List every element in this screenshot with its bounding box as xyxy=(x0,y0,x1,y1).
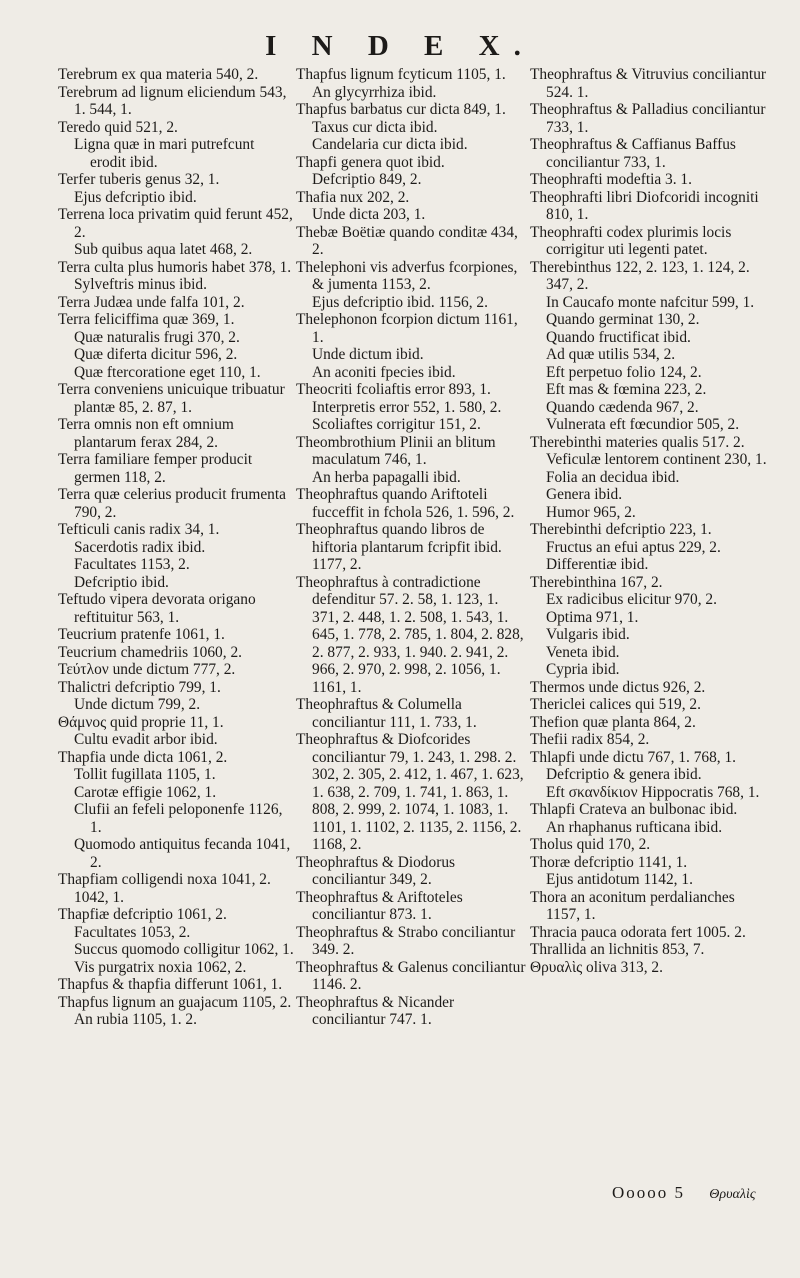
index-entry: Terra quæ celerius producit frumenta 790, 2. xyxy=(58,486,286,521)
index-entry: Thefii radix 854, 2. xyxy=(530,731,650,748)
index-subentry: Vis purgatrix noxia 1062, 2. xyxy=(74,958,247,976)
index-entry: Thefion quæ planta 864, 2. xyxy=(530,713,696,731)
index-entry: Therebinthina 167, 2. xyxy=(530,573,663,591)
index-subentry: An rhaphanus rufticana ibid. xyxy=(546,818,723,836)
index-subentry: Ejus antidotum 1142, 1. xyxy=(546,871,693,888)
index-subentry: Eft perpetuo folio 124, 2. xyxy=(546,363,702,381)
index-subentry: An rubia 1105, 1. 2. xyxy=(74,1011,197,1028)
index-entry: Terebrum ex qua materia 540, 2. xyxy=(58,66,259,83)
index-subentry: Quando fructificat ibid. xyxy=(546,328,691,346)
index-subentry: Quando cædenda 967, 2. xyxy=(546,398,699,416)
index-subentry: Ex radicibus elicitur 970, 2. xyxy=(546,591,717,608)
index-subentry: Ligna quæ in mari putrefcunt erodit ibid. xyxy=(74,136,255,171)
index-entry: Theophraftus & Columella conciliantur 111, 1. 733, 1. xyxy=(296,696,477,731)
index-subentry: Sacerdotis radix ibid. xyxy=(74,538,206,556)
index-entry: Thora an aconitum perdalianches 1157, 1. xyxy=(530,888,735,923)
index-entry: Terrena loca privatim quid ferunt 452, 2. xyxy=(58,206,293,241)
index-subentry: Defcriptio ibid. xyxy=(74,573,169,591)
index-entry: Theophraftus & Caffianus Baffus conciliantur 733, 1. xyxy=(530,136,736,171)
index-entry: Teftudo vipera devorata origano reftituitur 563, 1. xyxy=(58,591,256,626)
index-entry: Theophraftus quando Ariftoteli fucceffit in fchola 526, 1. 596, 2. xyxy=(296,486,515,521)
index-entry: Thapfi genera quot ibid. xyxy=(296,153,445,171)
index-entry: Θάμνος quid proprie 11, 1. xyxy=(58,713,224,731)
index-entry: Theophraftus & Diofcorides conciliantur 79, 1. 243, 1. 298. 2. 302, 2. 305, 2. 412, 1. 467, 1. 623, 1. 638, 2. 709, 1. 741, 1. 863, 1. 808, 2. 999, 2. 1074, 1. 1083, 1. 1101, 1. 1102, 2. 1135, 2. 1156, 2. 1168, 2. xyxy=(296,731,524,853)
index-entry: Thelephonon fcorpion dictum 1161, 1. xyxy=(296,311,518,346)
index-entry: Teredo quid 521, 2. xyxy=(58,118,178,136)
index-subentry: Quando germinat 130, 2. xyxy=(546,311,700,328)
index-entry: Theocriti fcoliaftis error 893, 1. xyxy=(296,381,491,398)
index-subentry: Eft σκανδίκιον Hippocratis 768, 1. xyxy=(546,783,760,801)
index-subentry: Fructus an efui aptus 229, 2. xyxy=(546,538,721,556)
index-subentry: Unde dicta 203, 1. xyxy=(312,206,426,223)
index-subentry: Unde dictum ibid. xyxy=(312,346,424,363)
catchword: Θρυαλὶς xyxy=(709,1187,756,1202)
index-subentry: Candelaria cur dicta ibid. xyxy=(312,136,468,153)
index-entry: Thapfia unde dicta 1061, 2. xyxy=(58,748,228,766)
index-entry: Tholus quid 170, 2. xyxy=(530,836,651,853)
index-entry: Theophrafti modeftia 3. 1. xyxy=(530,171,692,188)
index-subentry: Folia an decidua ibid. xyxy=(546,468,680,486)
index-subentry: Ejus defcriptio ibid. 1156, 2. xyxy=(312,293,488,311)
index-subentry: Interpretis error 552, 1. 580, 2. xyxy=(312,398,502,416)
index-entry: Teucrium chamedriis 1060, 2. xyxy=(58,643,242,661)
page-footer xyxy=(612,1183,756,1203)
index-subentry: Quæ ftercoratione eget 110, 1. xyxy=(74,363,261,381)
index-subentry: Quæ naturalis frugi 370, 2. xyxy=(74,328,240,346)
index-entry: Theophraftus & Ariftoteles conciliantur 873. 1. xyxy=(296,888,463,923)
index-subentry: Scoliaftes corrigitur 151, 2. xyxy=(312,416,481,433)
index-subentry: Quomodo antiquitus fecanda 1041, 2. xyxy=(74,836,291,871)
index-subentry: Tollit fugillata 1105, 1. xyxy=(74,766,216,783)
index-entry: Therebinthus 122, 2. 123, 1. 124, 2. 347, 2. xyxy=(530,258,750,293)
index-entry: Theophrafti codex plurimis locis corrigitur uti legenti patet. xyxy=(530,223,732,258)
index-subentry: An herba papagalli ibid. xyxy=(312,468,461,486)
index-entry: Terebrum ad lignum eliciendum 543, 1. 544, 1. xyxy=(58,83,287,118)
index-subentry: In Caucafo monte nafcitur 599, 1. xyxy=(546,293,755,311)
index-subentry: An glycyrrhiza ibid. xyxy=(312,83,437,101)
index-entry: Thalictri defcriptio 799, 1. xyxy=(58,678,221,696)
index-subentry: Facultates 1153, 2. xyxy=(74,556,190,573)
index-entry: Thapfus lignum fcyticum 1105, 1. xyxy=(296,66,506,83)
index-entry: Theophraftus & Diodorus conciliantur 349, 2. xyxy=(296,853,456,888)
index-subentry: Veneta ibid. xyxy=(546,643,620,661)
index-subentry: Unde dictum 799, 2. xyxy=(74,696,201,713)
index-entry: Theophraftus & Vitruvius conciliantur 524. 1. xyxy=(530,66,767,101)
index-subentry: An aconiti fpecies ibid. xyxy=(312,363,456,381)
index-entry: Theophraftus & Strabo conciliantur 349. 2. xyxy=(296,923,516,958)
page-title: I N D E X. xyxy=(265,30,535,62)
index-entry: Terra culta plus humoris habet 378, 1. xyxy=(58,258,292,276)
index-entry: Terra conveniens unicuique tribuatur plantæ 85, 2. 87, 1. xyxy=(58,381,285,416)
index-subentry: Cypria ibid. xyxy=(546,661,620,678)
index-subentry: Cultu evadit arbor ibid. xyxy=(74,731,218,748)
index-entry: Thlapfi Crateva an bulbonac ibid. xyxy=(530,801,738,818)
index-entry: Theophraftus & Palladius conciliantur 733, 1. xyxy=(530,101,766,136)
index-subentry: Vulnerata eft fœcundior 505, 2. xyxy=(546,416,740,433)
index-subentry: Sylveftris minus ibid. xyxy=(74,276,207,293)
index-entry: Thapfus lignum an guajacum 1105, 2. xyxy=(58,993,292,1011)
index-entry: Thapfiæ defcriptio 1061, 2. xyxy=(58,906,227,923)
index-subentry: Quæ diferta dicitur 596, 2. xyxy=(74,346,238,363)
index-entry: Terra feliciffima quæ 369, 1. xyxy=(58,311,235,328)
index-subentry: Clufii an fefeli peloponenfe 1126, 1. xyxy=(74,801,283,836)
index-entry: Thracia pauca odorata fert 1005. 2. xyxy=(530,923,746,941)
index-entry: Thapfus & thapfia differunt 1061, 1. xyxy=(58,976,283,993)
index-entry: Thebæ Boëtiæ quando conditæ 434, 2. xyxy=(296,223,518,258)
index-subentry: Humor 965, 2. xyxy=(546,503,636,521)
index-entry: Thoræ defcriptio 1141, 1. xyxy=(530,853,688,871)
index-entry: Terra familiare femper producit germen 118, 2. xyxy=(58,451,253,486)
index-entry: Theophrafti libri Diofcoridi incogniti 810, 1. xyxy=(530,188,759,223)
index-column-1 xyxy=(58,66,294,1029)
index-entry: Therebinthi materies qualis 517. 2. xyxy=(530,433,745,451)
index-column-3 xyxy=(530,66,768,976)
index-subentry: Ejus defcriptio ibid. xyxy=(74,188,197,206)
index-subentry: Succus quomodo colligitur 1062, 1. xyxy=(74,941,294,958)
index-entry: Thermos unde dictus 926, 2. xyxy=(530,678,706,696)
index-entry: Thapfus barbatus cur dicta 849, 1. xyxy=(296,101,506,118)
index-entry: Theophraftus quando libros de hiftoria plantarum fcripfit ibid. 1177, 2. xyxy=(296,521,502,573)
index-subentry: Sub quibus aqua latet 468, 2. xyxy=(74,241,253,258)
index-subentry: Eft mas & fœmina 223, 2. xyxy=(546,381,707,398)
index-entry: Tefticuli canis radix 34, 1. xyxy=(58,521,220,538)
index-entry: Theophraftus & Nicander conciliantur 747. 1. xyxy=(296,993,455,1028)
index-subentry: Facultates 1053, 2. xyxy=(74,923,191,941)
index-subentry: Vulgaris ibid. xyxy=(546,626,630,643)
index-entry: Θρυαλὶς oliva 313, 2. xyxy=(530,958,663,976)
index-subentry: Differentiæ ibid. xyxy=(546,556,649,573)
index-subentry: Genera ibid. xyxy=(546,486,623,503)
index-entry: Thericlei calices qui 519, 2. xyxy=(530,696,701,713)
index-subentry: Defcriptio 849, 2. xyxy=(312,171,422,188)
index-entry: Thelephoni vis adverfus fcorpiones, & jumenta 1153, 2. xyxy=(296,258,518,293)
index-entry: Therebinthi defcriptio 223, 1. xyxy=(530,521,712,538)
index-subentry: Taxus cur dicta ibid. xyxy=(312,118,438,136)
index-subentry: Ad quæ utilis 534, 2. xyxy=(546,346,676,363)
index-subentry: Veficulæ lentorem continent 230, 1. xyxy=(546,451,767,468)
signature-mark: Ooooo 5 xyxy=(612,1183,686,1202)
index-entry: Terfer tuberis genus 32, 1. xyxy=(58,171,220,188)
index-entry: Theophraftus & Galenus conciliantur 1146. 2. xyxy=(296,958,526,993)
index-entry: Terra omnis non eft omnium plantarum ferax 284, 2. xyxy=(58,416,234,451)
index-entry: Τεύτλον unde dictum 777, 2. xyxy=(58,661,236,678)
index-subentry: Carotæ effigie 1062, 1. xyxy=(74,783,217,801)
index-column-2 xyxy=(296,66,528,1029)
index-entry: Terra Judæa unde falfa 101, 2. xyxy=(58,293,245,311)
index-entry: Thapfiam colligendi noxa 1041, 2. 1042, 1. xyxy=(58,871,271,906)
index-entry: Thlapfi unde dictu 767, 1. 768, 1. xyxy=(530,748,737,766)
index-entry: Thafia nux 202, 2. xyxy=(296,188,410,206)
index-subentry: Optima 971, 1. xyxy=(546,608,639,626)
index-entry: Thrallida an lichnitis 853, 7. xyxy=(530,941,705,958)
index-entry: Teucrium pratenfe 1061, 1. xyxy=(58,626,225,643)
index-subentry: Defcriptio & genera ibid. xyxy=(546,766,702,783)
index-entry: Theophraftus à contradictione defenditur 57. 2. 58, 1. 123, 1. 371, 2. 448, 1. 2. 508, 1. 543, 1. 645, 1. 778, 2. 785, 1. 804, 2. 828, 2. 877, 2. 933, 1. 940. 2. 941, 2. 966, 2. 970, 2. 998, 2. 1056, 1. 1161, 1. xyxy=(296,573,524,696)
index-entry: Theombrothium Plinii an blitum maculatum 746, 1. xyxy=(296,433,496,468)
